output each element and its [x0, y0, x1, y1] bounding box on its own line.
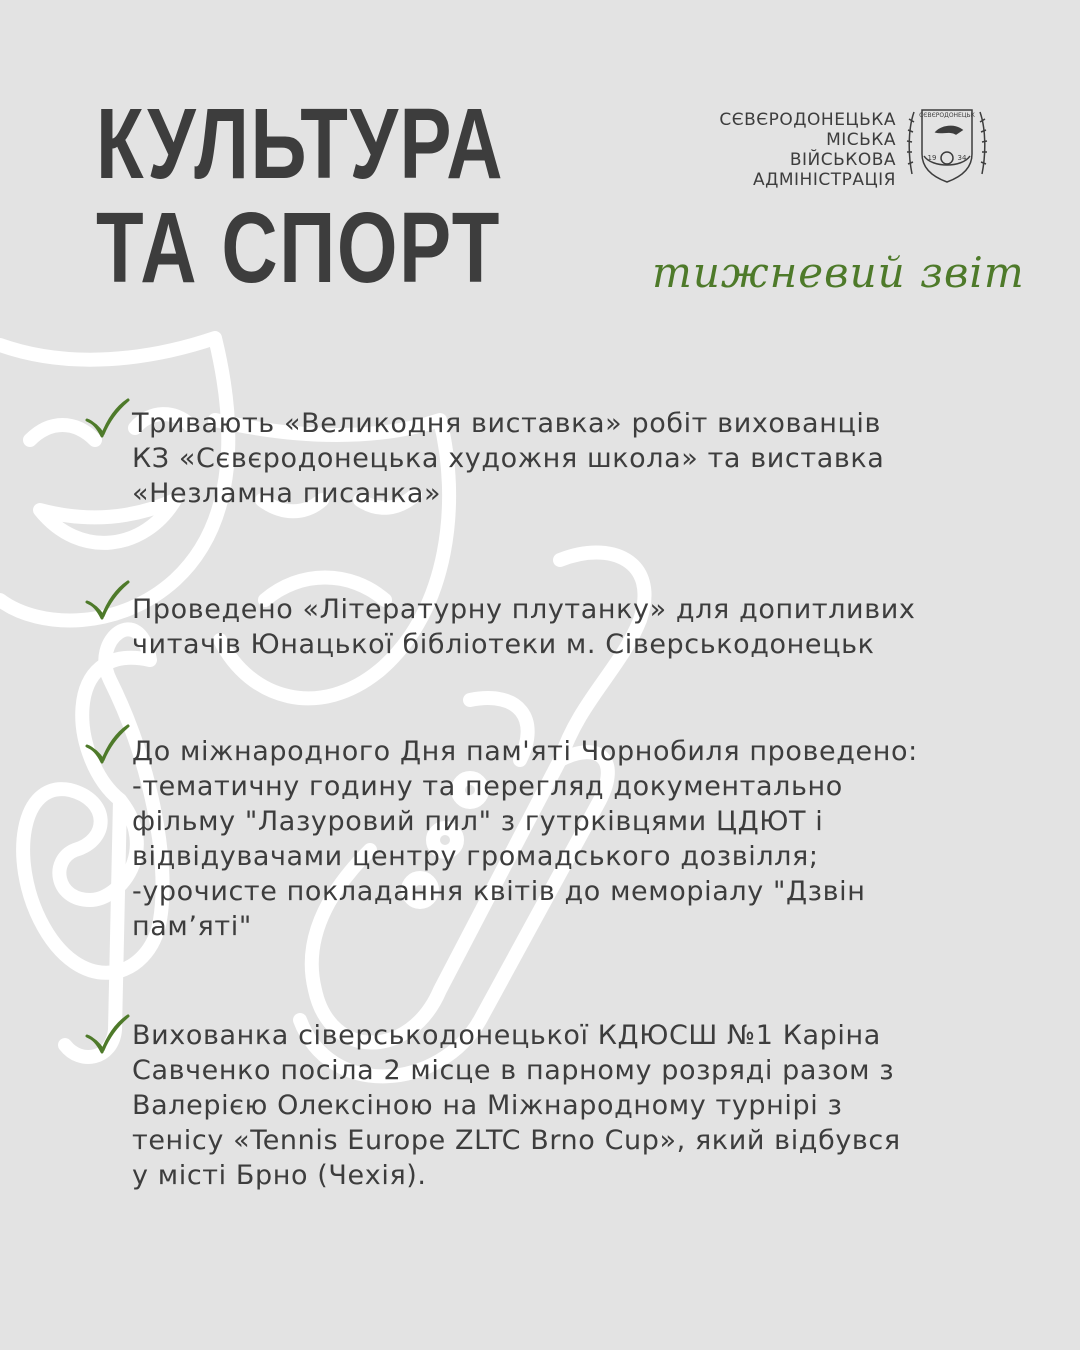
check-mark-icon — [84, 722, 130, 768]
weekly-report-label: тижневий звіт — [652, 248, 1025, 297]
list-item-text: До міжнародного Дня пам'яті Чорнобиля проведено: -тематичну годину та перегляд документально фільму "Лазуровий пил" з гутрківцями ЦДЮТ і відвідувачами центру громадського дозвілля; -урочисте покладання квітів до меморіалу "Дзвін пам’яті" — [132, 736, 918, 942]
organization-name — [719, 110, 896, 190]
check-mark-icon — [84, 1012, 130, 1058]
page-title — [96, 88, 505, 304]
org-line-3: ВІЙСЬКОВА — [789, 150, 896, 170]
city-emblem-icon — [906, 104, 988, 186]
emblem-year-left: 19 — [927, 154, 937, 162]
org-line-2: МІСЬКА — [826, 130, 896, 150]
list-item-text: Вихованка сіверськодонецької КДЮСШ №1 Каріна Савченко посіла 2 місце в парному розряді разом з Валерією Олексіною на Міжнародному турнірі з тенісу «Tennis Europe ZLTC Brno Cup», який відбувся у місті Брно (Чехія). — [132, 1020, 901, 1191]
org-line-1: СЄВЄРОДОНЕЦЬКА — [719, 110, 896, 130]
title-line-2: ТА СПОРТ — [96, 192, 501, 304]
emblem-year-right: 34 — [957, 154, 967, 162]
check-mark-icon — [84, 578, 130, 624]
list-item-text: Тривають «Великодня виставка» робіт вихованців КЗ «Сєвєродонецька художня школа» та виставка «Незламна писанка» — [132, 408, 885, 509]
title-line-1: КУЛЬТУРА — [96, 88, 505, 200]
list-item-text: Проведено «Літературну плутанку» для допитливих читачів Юнацької бібліотеки м. Сіверськодонецьк — [132, 594, 916, 660]
org-line-4: АДМІНІСТРАЦІЯ — [752, 170, 896, 190]
emblem-label: СЄВЄРОДОНЕЦЬК — [919, 112, 975, 119]
check-mark-icon — [84, 396, 130, 442]
